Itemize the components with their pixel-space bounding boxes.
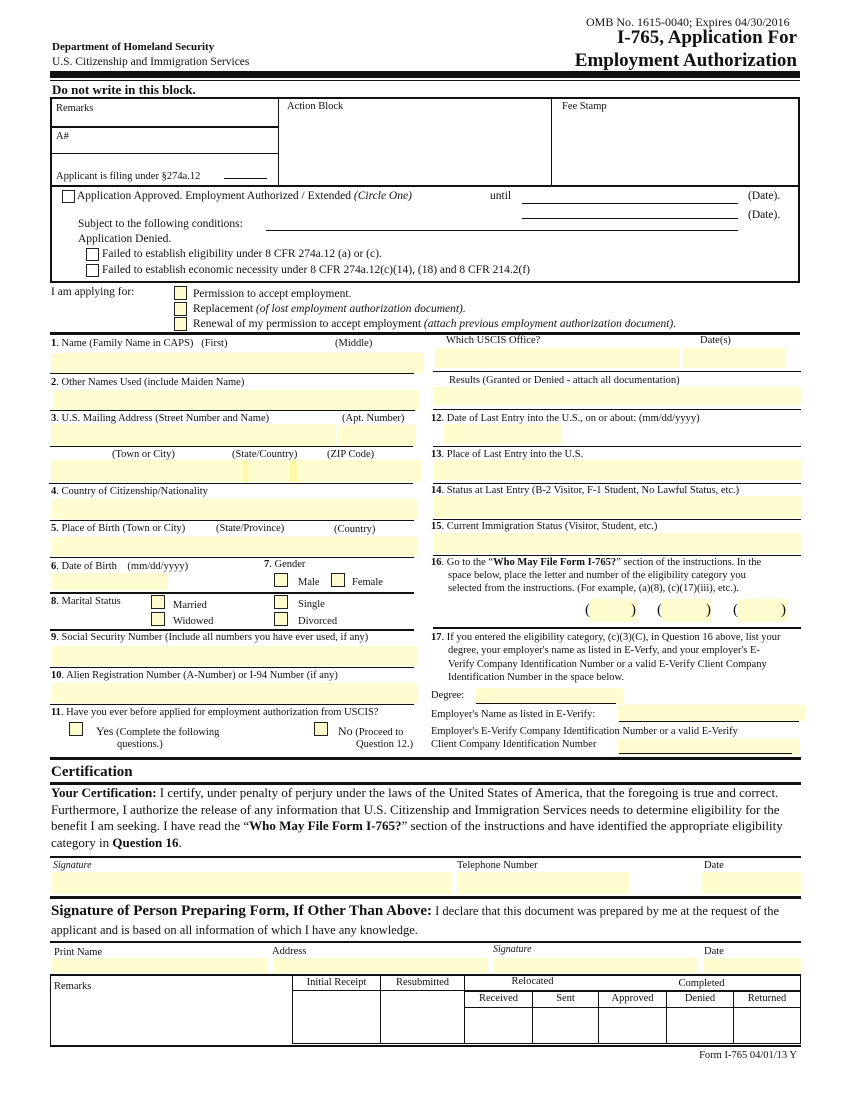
divider (49, 483, 413, 484)
approved-checkbox[interactable] (62, 190, 75, 203)
table-remarks-label: Remarks (54, 981, 92, 992)
divider (433, 555, 801, 556)
divider (476, 703, 616, 704)
divider (50, 704, 414, 705)
preparer-date-label: Date (704, 946, 724, 957)
street-address-input[interactable] (51, 424, 336, 446)
q16-line2: space below, place the letter and number of the eligibility category you (448, 570, 746, 581)
q14-label: 14. Status at Last Entry (B-2 Visitor, F-1 Student, No Lawful Status, etc.) (431, 485, 740, 496)
company-id-label-1: Employer's E-Verify Company Identification Number or a valid E-Verify (431, 726, 738, 737)
signature-label: Signature (53, 860, 92, 871)
divider (50, 941, 801, 943)
single-checkbox[interactable] (274, 595, 288, 609)
last-entry-date-input[interactable] (444, 424, 562, 444)
zip-input[interactable] (297, 460, 422, 482)
divider (464, 990, 801, 992)
form-title-line2: Employment Authorization (574, 50, 797, 71)
q12-label: 12. Date of Last Entry into the U.S., on or about: (mm/dd/yyyy) (431, 413, 700, 424)
paren-close-1: ) (631, 602, 636, 618)
divider (464, 1007, 801, 1008)
eligibility-category-2-input[interactable] (662, 599, 712, 622)
q2-label: 2. Other Names Used (include Maiden Name) (51, 377, 245, 388)
single-label: Single (298, 599, 325, 610)
certification-date-input[interactable] (702, 872, 801, 894)
divider (292, 1043, 801, 1044)
q5-label: 5. Place of Birth (Town or City) (51, 523, 186, 534)
male-label: Male (298, 577, 320, 588)
divider (50, 974, 51, 1047)
action-block-label: Action Block (287, 101, 344, 112)
last-entry-place-input[interactable] (434, 460, 802, 480)
preparer-address-label: Address (272, 946, 307, 957)
replacement-checkbox[interactable] (174, 302, 187, 316)
date-line-2[interactable] (522, 218, 738, 219)
permission-option: Permission to accept employment. (193, 288, 352, 300)
form-identifier: Form I-765 04/01/13 Y (699, 1050, 797, 1061)
town-input[interactable] (51, 460, 243, 482)
relocated-header: Relocated (511, 976, 554, 987)
divider (50, 446, 413, 447)
conditions-line[interactable] (266, 230, 738, 231)
married-label: Married (173, 600, 207, 611)
certification-date-label: Date (704, 860, 724, 871)
approved-label: Application Approved. Employment Authorized / Extended (Circle One) (77, 190, 412, 202)
paren-close-3: ) (781, 602, 786, 618)
divider (433, 519, 801, 520)
renewal-checkbox[interactable] (174, 317, 187, 331)
company-id-label-2: Client Company Identification Number (431, 739, 597, 750)
dates-input[interactable] (683, 348, 786, 368)
section-rule (50, 332, 800, 335)
paren-open-1: ( (585, 602, 590, 618)
q3-apt-label: (Apt. Number) (342, 413, 405, 424)
divorced-label: Divorced (298, 616, 338, 627)
divider (433, 627, 801, 629)
results-label: Results (Granted or Denied - attach all documentation) (449, 375, 680, 386)
divider (433, 409, 801, 410)
replacement-option: Replacement (of lost employment authorization document). (193, 303, 466, 315)
q6-label: 6. Date of Birth (mm/dd/yyyy) (51, 561, 189, 572)
denied-label: Application Denied. (78, 233, 172, 245)
q9-label: 9. Social Security Number (Include all numbers you have ever used, if any) (51, 632, 369, 643)
denied-header: Denied (684, 993, 716, 1004)
ssn-input[interactable] (52, 646, 418, 666)
resubmitted-header: Resubmitted (395, 977, 450, 988)
divider (50, 153, 278, 154)
divider (433, 446, 801, 447)
approved-header: Approved (611, 993, 654, 1004)
q5-state-label: (State/Province) (216, 523, 285, 534)
until-label: until (490, 190, 512, 202)
omb-number: OMB No. 1615-0040; Expires 04/30/2016 (586, 15, 790, 29)
renewal-option: Renewal of my permission to accept employment (attach previous employment authorization document). (193, 318, 677, 330)
divorced-checkbox[interactable] (274, 612, 288, 626)
office-block-heading: Do not write in this block. (52, 82, 196, 97)
previously-applied-no-checkbox[interactable] (314, 722, 328, 736)
date-of-birth-input[interactable] (52, 573, 168, 590)
q3-zip-label: (ZIP Code) (327, 449, 375, 460)
no-note: Question 12.) (356, 739, 414, 750)
filing-under-label: Applicant is filing under §274a.12 (56, 171, 201, 182)
alien-number-input[interactable] (52, 683, 418, 703)
preparer-date-input[interactable] (704, 958, 801, 973)
immigration-status-input[interactable] (434, 533, 802, 553)
employer-name-label: Employer's Name as listed in E-Verify: (431, 709, 596, 720)
divider (50, 410, 415, 411)
returned-header: Returned (747, 993, 787, 1004)
married-checkbox[interactable] (151, 595, 165, 609)
uscis-office-input[interactable] (435, 348, 680, 368)
denied-eligibility-checkbox[interactable] (86, 248, 99, 261)
q10-label: 10. Alien Registration Number (A-Number) or I-94 Number (if any) (51, 670, 338, 681)
conditions-label: Subject to the following conditions: (78, 218, 243, 230)
until-date-line[interactable] (522, 203, 738, 204)
divider (551, 97, 552, 185)
q4-label: 4. Country of Citizenship/Nationality (51, 486, 208, 497)
department-name: Department of Homeland Security (52, 41, 215, 53)
divider (50, 896, 801, 899)
q1-label: 1. Name (Family Name in CAPS) (First) (51, 338, 228, 349)
name-input[interactable] (51, 353, 424, 373)
completed-header: Completed (678, 978, 725, 989)
field-separator (290, 460, 297, 482)
divider (619, 721, 799, 722)
place-of-birth-input[interactable] (52, 537, 418, 556)
degree-label: Degree: (431, 690, 465, 701)
divider (50, 520, 414, 521)
q13-label: 13. Place of Last Entry into the U.S. (431, 449, 584, 460)
other-names-input[interactable] (53, 390, 419, 410)
applicant-signature-input[interactable] (52, 872, 452, 894)
sent-header: Sent (556, 993, 575, 1004)
q1-middle-label: (Middle) (335, 338, 373, 349)
divider (50, 1045, 801, 1047)
divider (50, 856, 801, 858)
entry-status-input[interactable] (434, 496, 802, 518)
widowed-checkbox[interactable] (151, 612, 165, 626)
citizenship-input[interactable] (52, 499, 418, 519)
preparer-address-input[interactable] (274, 958, 488, 973)
q17-line2: degree, your employer's name as listed in E-Verfy, and your employer's E- (448, 645, 760, 656)
yes-note: questions.) (117, 739, 163, 750)
divider (50, 185, 800, 187)
denied-reason-2: Failed to establish economic necessity under 8 CFR 274a.12(c)(14), (18) and 8 CFR 214.2(f) (102, 264, 530, 276)
divider (278, 97, 279, 185)
q15-label: 15. Current Immigration Status (Visitor, Student, etc.) (431, 521, 658, 532)
filing-under-line (224, 178, 267, 179)
divider (292, 990, 464, 991)
previously-applied-yes-checkbox[interactable] (69, 722, 83, 736)
divider (50, 126, 278, 128)
agency-name: U.S. Citizenship and Immigration Services (52, 56, 250, 68)
remarks-label: Remarks (56, 103, 94, 114)
denied-reason-1: Failed to establish eligibility under 8 CFR 274a.12 (a) or (c). (102, 248, 382, 260)
q17-line3: Verify Company Identification Number or a valid E-Verify Client Company (448, 659, 767, 670)
uscis-office-label: Which USCIS Office? (446, 335, 541, 346)
q17-line4: Identification Number in the space below. (448, 672, 625, 683)
date-label-2: (Date). (748, 209, 781, 221)
header-thick-rule (50, 71, 800, 78)
divider (619, 753, 792, 754)
state-input[interactable] (248, 460, 290, 482)
q16-line1: 16. Go to the “Who May File Form I-765?” section of the instructions. In the (431, 557, 762, 568)
divider (50, 557, 414, 558)
results-input[interactable] (434, 387, 802, 405)
permission-checkbox[interactable] (174, 286, 187, 300)
divider (50, 592, 414, 594)
divider (800, 974, 801, 1044)
female-label: Female (352, 577, 383, 588)
print-name-label: Print Name (54, 947, 103, 958)
preparer-text: Signature of Person Preparing Form, If Other Than Above: I declare that this document was prepared by me at the request of the applicant and is based on all information of which I have any knowledge. (51, 903, 780, 937)
date-label-1: (Date). (748, 190, 781, 202)
q3-town-label: (Town or City) (112, 449, 175, 460)
section-rule (50, 757, 801, 760)
male-checkbox[interactable] (274, 573, 288, 587)
q8-label: 8. Marital Status (51, 596, 121, 607)
dates-label: Date(s) (700, 335, 731, 346)
yes-label: Yes (Complete the following (96, 724, 220, 738)
no-label: No (Proceed to (338, 724, 404, 738)
certification-heading: Certification (51, 764, 133, 780)
q11-label: 11. Have you ever before applied for employment authorization from USCIS? (51, 707, 379, 718)
q3-state-label: (State/Country) (232, 449, 298, 460)
widowed-label: Widowed (173, 616, 214, 627)
received-header: Received (478, 993, 519, 1004)
header-thin-rule (50, 80, 800, 81)
preparer-signature-input[interactable] (494, 958, 698, 973)
q7-label: 7. Gender (264, 559, 306, 570)
divider (50, 974, 801, 976)
divider (50, 629, 414, 631)
paren-close-2: ) (706, 602, 711, 618)
certification-text: Your Certification: I certify, under penalty of perjury under the laws of the United States of America, that the foregoing is true and correct. Furthermore, I authorize the release of any information that U.S. Citizenship and Immigration Services needs to determine eligibility for the benefit I am seeking. I have read the “Who May File Form I-765?” section of the instructions and have identified the appropriate eligibility category in Question 16. (51, 785, 783, 850)
initial-receipt-header: Initial Receipt (306, 977, 367, 988)
q17-line1: 17. If you entered the eligibility category, (c)(3)(C), in Question 16 above, list your (431, 632, 781, 643)
employer-name-input[interactable] (618, 705, 806, 721)
print-name-input[interactable] (52, 958, 267, 973)
divider (433, 483, 801, 484)
fee-stamp-label: Fee Stamp (562, 101, 607, 112)
degree-input[interactable] (476, 688, 623, 704)
form-title-line1: I-765, Application For (617, 27, 797, 48)
divider (50, 373, 414, 374)
q5-country-label: (Country) (334, 524, 376, 535)
q16-line3: selected from the instructions. (For example, (a)(8), (c)(17)(iii), etc.). (448, 583, 739, 594)
paren-open-3: ( (733, 602, 738, 618)
preparer-signature-label: Signature (493, 944, 532, 955)
telephone-label: Telephone Number (457, 860, 538, 871)
denied-economic-checkbox[interactable] (86, 264, 99, 277)
apt-number-input[interactable] (337, 425, 416, 446)
divider (50, 667, 414, 668)
female-checkbox[interactable] (331, 573, 345, 587)
a-number-label: A# (56, 131, 69, 142)
applying-for-label: I am applying for: (51, 286, 135, 298)
telephone-input[interactable] (457, 872, 630, 894)
divider (433, 371, 801, 372)
paren-open-2: ( (657, 602, 662, 618)
q3-label: 3. U.S. Mailing Address (Street Number and Name) (51, 413, 270, 424)
